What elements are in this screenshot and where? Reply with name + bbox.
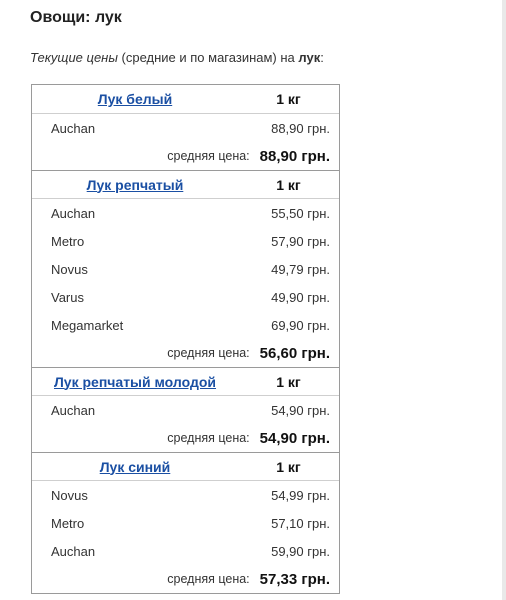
- intro-product: лук: [298, 50, 321, 65]
- unit-label: 1 кг: [276, 176, 301, 193]
- average-label: средняя цена:: [167, 572, 250, 586]
- product-link-white-onion[interactable]: Лук белый: [97, 91, 173, 107]
- product-link-yellow-onion[interactable]: Лук репчатый: [86, 176, 184, 193]
- store-name: Megamarket: [51, 317, 124, 333]
- store-price: 54,99 грн.: [271, 487, 330, 503]
- store-price: 55,50 грн.: [271, 205, 330, 221]
- store-price: 49,79 грн.: [271, 261, 330, 277]
- product-link-red-onion[interactable]: Лук синий: [99, 458, 171, 475]
- average-label: средняя цена:: [167, 346, 250, 360]
- average-price: 57,33 грн.: [259, 570, 330, 588]
- average-label: средняя цена:: [167, 149, 250, 163]
- average-row: [32, 565, 339, 593]
- intro-colon: :: [320, 50, 324, 65]
- unit-label: 1 кг: [276, 91, 301, 107]
- store-name: Novus: [51, 487, 88, 503]
- average-price: 56,60 грн.: [259, 344, 330, 362]
- store-name: Varus: [51, 289, 84, 305]
- store-price: 69,90 грн.: [271, 317, 330, 333]
- unit-label: 1 кг: [276, 458, 301, 475]
- price-row: [32, 199, 339, 227]
- intro-italic: Текущие цены: [30, 50, 118, 65]
- group-header-red-onion: [32, 452, 339, 481]
- average-row: [32, 142, 339, 170]
- price-row: [32, 481, 339, 509]
- price-row: [32, 396, 339, 424]
- price-row: [32, 311, 339, 339]
- intro-middle: (средние и по магазинам) на: [117, 50, 299, 65]
- store-price: 88,90 грн.: [271, 120, 330, 136]
- average-price: 88,90 грн.: [259, 147, 330, 165]
- store-price: 57,10 грн.: [271, 515, 330, 531]
- scroll-edge: [502, 0, 506, 600]
- price-row: [32, 537, 339, 565]
- group-header-young-onion: [32, 367, 339, 396]
- average-row: [32, 424, 339, 452]
- store-price: 57,90 грн.: [271, 233, 330, 249]
- price-row: [32, 509, 339, 537]
- product-link-young-onion[interactable]: Лук репчатый молодой: [53, 373, 217, 390]
- store-price: 54,90 грн.: [271, 402, 330, 418]
- store-name: Auchan: [51, 402, 96, 418]
- store-name: Metro: [51, 515, 85, 531]
- average-price: 54,90 грн.: [259, 429, 330, 447]
- group-header-white-onion: [32, 85, 339, 114]
- store-name: Auchan: [51, 543, 96, 559]
- price-row: [32, 255, 339, 283]
- price-row: [32, 227, 339, 255]
- average-label: средняя цена:: [167, 431, 250, 445]
- store-name: Auchan: [51, 205, 96, 221]
- store-price: 49,90 грн.: [271, 289, 330, 305]
- store-name: Novus: [51, 261, 88, 277]
- store-name: Auchan: [51, 120, 96, 136]
- group-header-yellow-onion: [32, 170, 339, 199]
- intro-text: [30, 50, 324, 65]
- average-row: [32, 339, 339, 367]
- price-row: [32, 114, 339, 142]
- unit-label: 1 кг: [276, 373, 301, 390]
- price-table: [31, 84, 340, 594]
- page-title: Овощи: лук: [30, 9, 122, 26]
- store-price: 59,90 грн.: [271, 543, 330, 559]
- price-row: [32, 283, 339, 311]
- store-name: Metro: [51, 233, 85, 249]
